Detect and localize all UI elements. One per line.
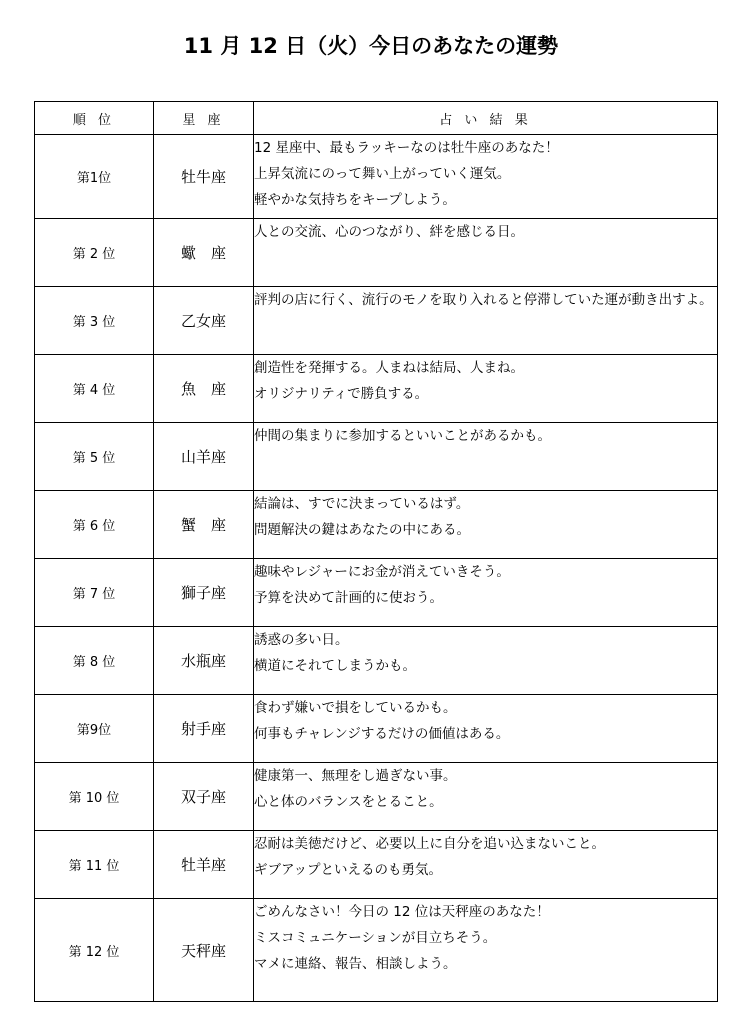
table-row [35, 831, 718, 899]
result-cell [254, 491, 718, 559]
result-line: 評判の店に行く、流行のモノを取り入れると停滞していた運が動き出すよ。 [254, 292, 713, 308]
rank-cell: 第1位 [35, 135, 154, 219]
result-cell [254, 695, 718, 763]
header-sign: 星 座 [154, 102, 254, 135]
rank-cell: 第 4 位 [35, 355, 154, 423]
sign-cell: 射手座 [154, 695, 254, 763]
result-line: 予算を決めて計画的に使おう。 [254, 590, 443, 606]
sign-cell: 天秤座 [154, 899, 254, 1002]
result-line: 趣味やレジャーにお金が消えていきそう。 [254, 564, 510, 580]
header-rank: 順 位 [35, 102, 154, 135]
result-line: ミスコミュニケーションが目立ちそう。 [254, 930, 497, 946]
table-body [35, 135, 718, 1002]
table-row [35, 135, 718, 219]
table-row [35, 899, 718, 1002]
result-cell [254, 763, 718, 831]
result-cell [254, 831, 718, 899]
result-line: 創造性を発揮する。人まねは結局、人まね。 [254, 360, 524, 376]
sign-cell: 魚 座 [154, 355, 254, 423]
result-line: 心と体のバランスをとること。 [254, 794, 443, 810]
result-line: 結論は、すでに決まっているはず。 [254, 496, 470, 512]
sign-cell: 牡羊座 [154, 831, 254, 899]
result-cell [254, 899, 718, 1002]
result-line: オリジナリティで勝負する。 [254, 386, 429, 402]
result-line: 仲間の集まりに参加するといいことがあるかも。 [254, 428, 551, 444]
fortune-table [34, 101, 718, 1002]
result-line: 横道にそれてしまうかも。 [254, 658, 416, 674]
rank-cell: 第9位 [35, 695, 154, 763]
result-cell [254, 423, 718, 491]
sign-cell: 牡牛座 [154, 135, 254, 219]
table-row [35, 695, 718, 763]
table-row [35, 627, 718, 695]
rank-cell: 第 8 位 [35, 627, 154, 695]
sign-cell: 蟹 座 [154, 491, 254, 559]
table-row [35, 355, 718, 423]
sign-cell: 蠍 座 [154, 219, 254, 287]
result-cell [254, 219, 718, 287]
table-row [35, 423, 718, 491]
result-line: ごめんなさい！今日の 12 位は天秤座のあなた！ [254, 904, 550, 920]
result-cell [254, 287, 718, 355]
table-row [35, 763, 718, 831]
sign-cell: 双子座 [154, 763, 254, 831]
result-line: マメに連絡、報告、相談しよう。 [254, 956, 457, 972]
rank-cell: 第 7 位 [35, 559, 154, 627]
rank-cell: 第 10 位 [35, 763, 154, 831]
result-cell [254, 627, 718, 695]
result-cell [254, 559, 718, 627]
rank-cell: 第 5 位 [35, 423, 154, 491]
table-row [35, 219, 718, 287]
table-row [35, 287, 718, 355]
result-line: 食わず嫌いで損をしているかも。 [254, 700, 457, 716]
result-line: 何事もチャレンジするだけの価値はある。 [254, 726, 510, 742]
result-line: 忍耐は美徳だけど、必要以上に自分を追い込まないこと。 [254, 836, 605, 852]
rank-cell: 第 11 位 [35, 831, 154, 899]
rank-cell: 第 3 位 [35, 287, 154, 355]
result-line: 誘惑の多い日。 [254, 632, 349, 648]
page-title: 11 月 12 日（火）今日のあなたの運勢 [183, 34, 559, 58]
result-line: ギブアップといえるのも勇気。 [254, 862, 443, 878]
result-line: 問題解決の鍵はあなたの中にある。 [254, 522, 470, 538]
table-row [35, 491, 718, 559]
table-row [35, 559, 718, 627]
result-line: 軽やかな気持ちをキープしよう。 [254, 192, 456, 208]
sign-cell: 水瓶座 [154, 627, 254, 695]
sign-cell: 山羊座 [154, 423, 254, 491]
result-line: 人との交流、心のつながり、絆を感じる日。 [254, 224, 524, 240]
header-result: 占 い 結 果 [254, 102, 718, 135]
sign-cell: 乙女座 [154, 287, 254, 355]
rank-cell: 第 6 位 [35, 491, 154, 559]
rank-cell: 第 12 位 [35, 899, 154, 1002]
result-line: 12 星座中、最もラッキーなのは牡牛座のあなた！ [254, 140, 559, 156]
table-header-row [35, 102, 718, 135]
result-cell [254, 135, 718, 219]
result-line: 健康第一、無理をし過ぎない事。 [254, 768, 457, 784]
rank-cell: 第 2 位 [35, 219, 154, 287]
sign-cell: 獅子座 [154, 559, 254, 627]
result-cell [254, 355, 718, 423]
result-line: 上昇気流にのって舞い上がっていく運気。 [254, 166, 511, 182]
